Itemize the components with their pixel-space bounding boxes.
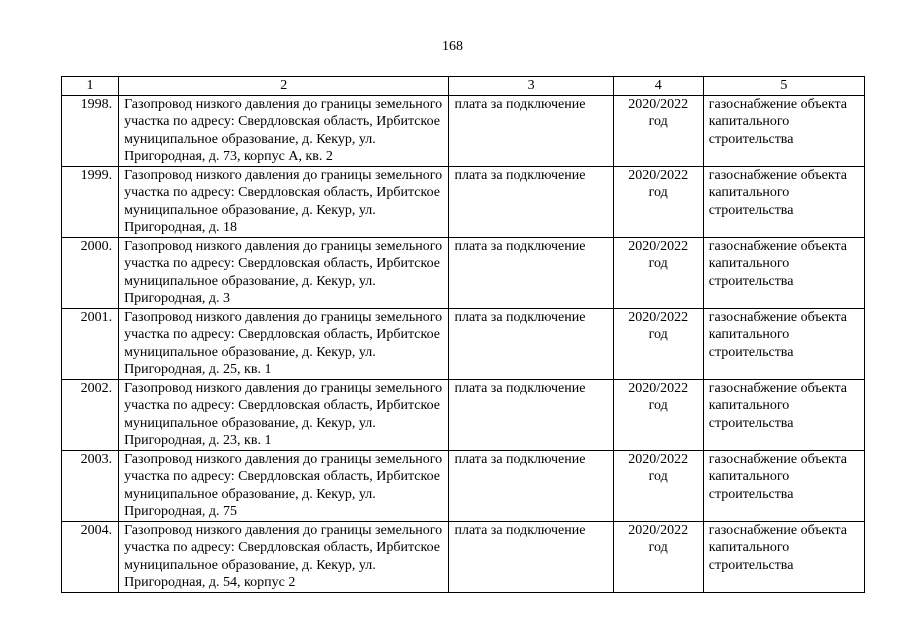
object-description: Газопровод низкого давления до границы земельного участка по адресу: Свердловская область, Ирбитское муниципальное образование, д. Кекур, ул. Пригородная, д. 18 [119, 166, 449, 237]
period: 2020/2022 год [613, 379, 703, 450]
header-row [62, 77, 865, 96]
header-col-2: 2 [119, 77, 449, 96]
row-number: 1998. [62, 95, 119, 166]
register-table [61, 76, 865, 593]
header-col-5: 5 [703, 77, 864, 96]
row-number: 2001. [62, 308, 119, 379]
purpose: газоснабжение объекта капитального строительства [703, 237, 864, 308]
fee-type: плата за подключение [449, 308, 613, 379]
object-description: Газопровод низкого давления до границы земельного участка по адресу: Свердловская область, Ирбитское муниципальное образование, д. Кекур, ул. Пригородная, д. 73, корпус А, кв. 2 [119, 95, 449, 166]
purpose: газоснабжение объекта капитального строительства [703, 308, 864, 379]
table-row [62, 166, 865, 237]
table-row [62, 237, 865, 308]
period: 2020/2022 год [613, 95, 703, 166]
fee-type: плата за подключение [449, 379, 613, 450]
purpose: газоснабжение объекта капитального строительства [703, 450, 864, 521]
object-description: Газопровод низкого давления до границы земельного участка по адресу: Свердловская область, Ирбитское муниципальное образование, д. Кекур, ул. Пригородная, д. 3 [119, 237, 449, 308]
fee-type: плата за подключение [449, 450, 613, 521]
fee-type: плата за подключение [449, 521, 613, 592]
table-header [62, 77, 865, 96]
table-row [62, 450, 865, 521]
table-body [62, 95, 865, 592]
period: 2020/2022 год [613, 308, 703, 379]
purpose: газоснабжение объекта капитального строительства [703, 95, 864, 166]
period: 2020/2022 год [613, 450, 703, 521]
fee-type: плата за подключение [449, 166, 613, 237]
period: 2020/2022 год [613, 521, 703, 592]
period: 2020/2022 год [613, 237, 703, 308]
purpose: газоснабжение объекта капитального строительства [703, 166, 864, 237]
table-row [62, 379, 865, 450]
header-col-4: 4 [613, 77, 703, 96]
object-description: Газопровод низкого давления до границы земельного участка по адресу: Свердловская область, Ирбитское муниципальное образование, д. Кекур, ул. Пригородная, д. 25, кв. 1 [119, 308, 449, 379]
header-col-3: 3 [449, 77, 613, 96]
row-number: 2003. [62, 450, 119, 521]
table-row [62, 521, 865, 592]
row-number: 2002. [62, 379, 119, 450]
fee-type: плата за подключение [449, 95, 613, 166]
row-number: 1999. [62, 166, 119, 237]
fee-type: плата за подключение [449, 237, 613, 308]
object-description: Газопровод низкого давления до границы земельного участка по адресу: Свердловская область, Ирбитское муниципальное образование, д. Кекур, ул. Пригородная, д. 23, кв. 1 [119, 379, 449, 450]
object-description: Газопровод низкого давления до границы земельного участка по адресу: Свердловская область, Ирбитское муниципальное образование, д. Кекур, ул. Пригородная, д. 54, корпус 2 [119, 521, 449, 592]
row-number: 2000. [62, 237, 119, 308]
purpose: газоснабжение объекта капитального строительства [703, 521, 864, 592]
table-row [62, 308, 865, 379]
object-description: Газопровод низкого давления до границы земельного участка по адресу: Свердловская область, Ирбитское муниципальное образование, д. Кекур, ул. Пригородная, д. 75 [119, 450, 449, 521]
row-number: 2004. [62, 521, 119, 592]
page-number: 168 [442, 39, 463, 54]
header-col-1: 1 [62, 77, 119, 96]
table-row [62, 95, 865, 166]
period: 2020/2022 год [613, 166, 703, 237]
purpose: газоснабжение объекта капитального строительства [703, 379, 864, 450]
